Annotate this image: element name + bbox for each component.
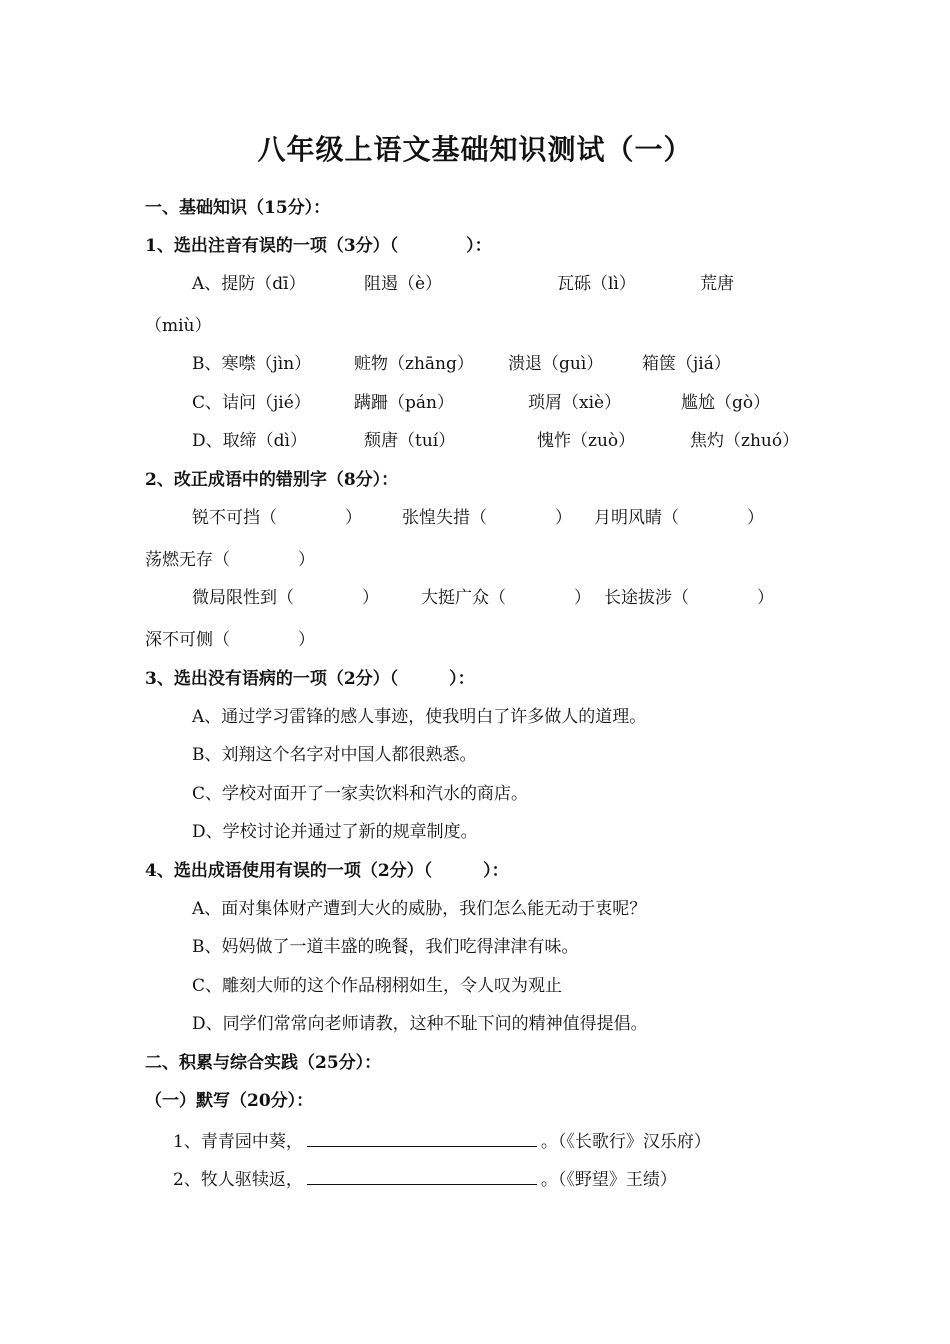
q1-option-d-3: 愧怍（zuò） [537,431,636,451]
dictation-line-1-source: 。（《长歌行》汉乐府） [540,1132,711,1152]
question-2-stem: 2、改正成语中的错别字（8分）： [145,470,399,490]
q1-option-a-2: 阻遏（è） [364,274,443,294]
question-4-stem: 4、选出成语使用有误的一项（2分）（ ）： [145,861,509,881]
q1-option-c-2: 蹒跚（pán） [354,393,454,413]
question-1-stem: 1、选出注音有误的一项（3分）（ ）： [145,236,492,256]
dictation-line-2 [173,1166,677,1191]
dictation-line-2-prompt: 2、牧人驱犊返， [173,1170,303,1190]
dictation-line-1-answer-blank[interactable] [307,1128,537,1147]
q1-option-b-2: 赃物（zhāng） [354,354,474,374]
q2-item-7: 长途拔涉（ ） [604,588,774,608]
q1-option-b-1: B、寒噤（jìn） [192,354,312,374]
q3-option-a: A、通过学习雷锋的感人事迹，使我明白了许多做人的道理。 [192,707,647,727]
q4-option-c: C、雕刻大师的这个作品栩栩如生，令人叹为观止 [192,976,563,996]
subsection-dictation-heading: （一）默写（20分）： [145,1091,314,1111]
q2-item-1: 锐不可挡（ ） [192,508,362,528]
dictation-line-1 [173,1128,711,1153]
q1-option-d-1: D、取缔（dì） [192,431,307,451]
q2-item-8: 深不可侧（ ） [145,630,315,650]
section-2-heading: 二、积累与综合实践（25分）： [145,1053,382,1073]
q1-option-a-3: 瓦砾（lì） [557,274,636,294]
q1-option-c-3: 琐屑（xiè） [528,393,622,413]
q3-option-b: B、刘翔这个名字对中国人都很熟悉。 [192,745,477,765]
q2-item-3: 月明风睛（ ） [594,508,764,528]
q1-option-a-1: A、提防（dī） [192,274,306,294]
q3-option-d: D、学校讨论并通过了新的规章制度。 [192,822,478,842]
q2-item-2: 张惶失措（ ） [402,508,572,528]
q1-option-b-3: 溃退（guì） [508,354,604,374]
page-title: 八年级上语文基础知识测试（一） [257,133,693,166]
q4-option-d: D、同学们常常向老师请教，这种不耻下问的精神值得提倡。 [192,1014,648,1034]
q1-option-c-1: C、诘问（jié） [192,393,311,413]
dictation-line-2-answer-blank[interactable] [307,1166,537,1185]
q2-item-4: 荡燃无存（ ） [145,550,315,570]
q2-item-6: 大挺广众（ ） [421,588,591,608]
q1-option-a-wrap: （miù） [145,316,212,336]
q1-option-c-4: 尴尬（gò） [681,393,771,413]
question-3-stem: 3、选出没有语病的一项（2分）（ ）： [145,669,475,689]
q1-option-d-4: 焦灼（zhuó） [690,431,800,451]
dictation-line-2-source: 。（《野望》王绩） [540,1170,677,1190]
q4-option-a: A、面对集体财产遭到大火的威胁，我们怎么能无动于衷呢？ [192,899,647,919]
q3-option-c: C、学校对面开了一家卖饮料和汽水的商店。 [192,784,529,804]
dictation-line-1-prompt: 1、青青园中葵， [173,1132,303,1152]
q4-option-b: B、妈妈做了一道丰盛的晚餐，我们吃得津津有味。 [192,937,579,957]
q1-option-d-2: 颓唐（tuí） [364,431,456,451]
q1-option-a-4: 荒唐 [700,274,734,294]
section-1-heading: 一、基础知识（15分）： [145,198,331,218]
q1-option-b-4: 箱箧（jiá） [642,354,731,374]
q2-item-5: 微局限性到（ ） [192,588,379,608]
